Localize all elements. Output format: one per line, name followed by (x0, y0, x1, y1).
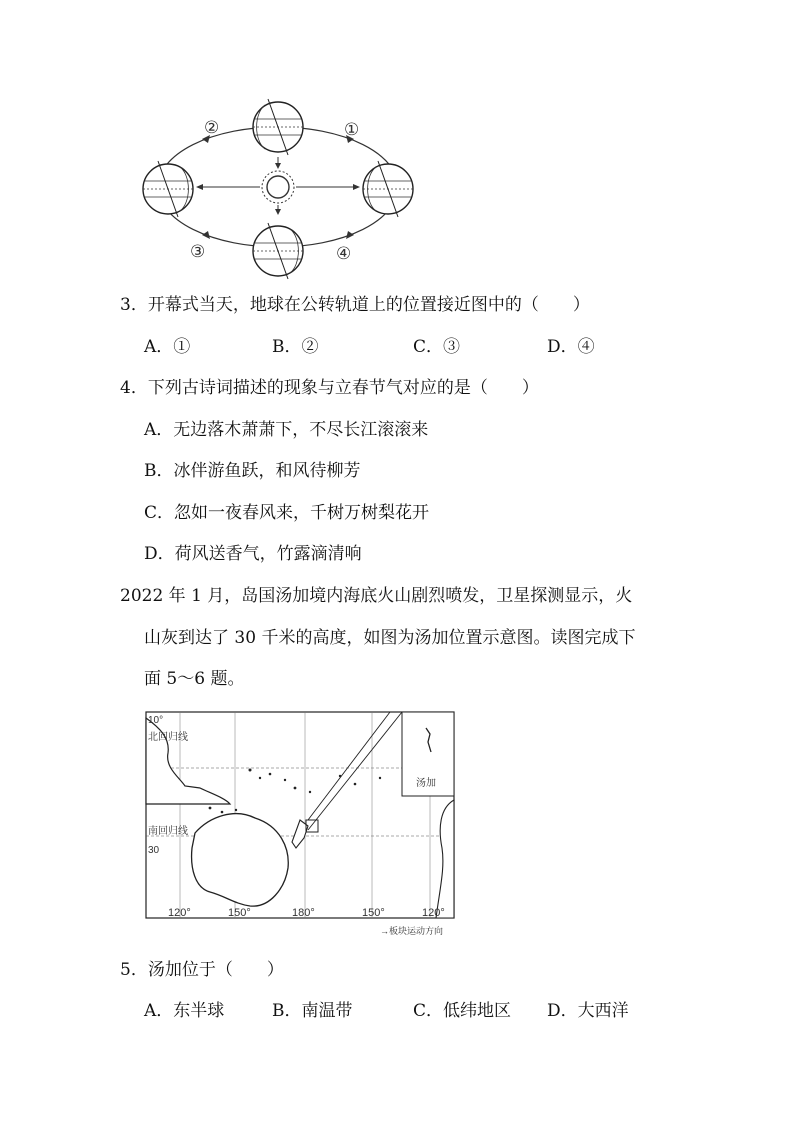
passage-line-3: 面 5～6 题。 (144, 669, 245, 689)
q4-option-d[interactable]: D．荷风送香气，竹露滴清响 (144, 544, 362, 564)
q3-option-a[interactable]: A．① (144, 337, 191, 357)
map-legend: →板块运动方向 (380, 926, 444, 936)
passage-line-2: 山灰到达了 30 千米的高度，如图为汤加位置示意图。读图完成下 (144, 628, 636, 648)
lon-label-3: 180° (292, 907, 315, 919)
lat-label-bottom: 30 (148, 845, 160, 856)
tropic-north-label: 北回归线 (148, 732, 188, 743)
q5-option-a[interactable]: A．东半球 (144, 1001, 225, 1021)
lon-label-1: 120° (168, 907, 191, 919)
q5-stem: 5．汤加位于（ ） (120, 960, 284, 980)
q4-stem: 4．下列古诗词描述的现象与立春节气对应的是（ ） (120, 378, 539, 398)
q3-stem: 3．开幕式当天，地球在公转轨道上的位置接近图中的（ ） (120, 295, 590, 315)
tonga-label: 汤加 (416, 778, 436, 789)
earth-globe-bottom (253, 223, 303, 279)
earth-globe-right (363, 161, 413, 217)
q3-option-b[interactable]: B．② (272, 337, 319, 357)
orbit-arrow-icon (346, 231, 354, 239)
passage-line-1: 2022 年 1 月，岛国汤加境内海底火山剧烈喷发，卫星探测显示，火 (120, 586, 633, 606)
tonga-location-map (140, 708, 470, 938)
q4-option-c[interactable]: C．忽如一夜春风来，千树万树梨花开 (144, 503, 430, 523)
q4-option-a[interactable]: A．无边落木萧萧下，不尽长江滚滚来 (144, 420, 429, 440)
q5-option-c[interactable]: C．低纬地区 (413, 1001, 512, 1021)
position-label-4: ④ (336, 244, 352, 263)
lon-label-5: 120° (422, 907, 445, 919)
position-label-3: ③ (190, 242, 206, 261)
position-label-1: ① (344, 120, 360, 139)
lon-label-2: 150° (228, 907, 251, 919)
q5-option-d[interactable]: D．大西洋 (547, 1001, 629, 1021)
earth-globe-left (143, 161, 193, 217)
tropic-south-label: 南回归线 (148, 826, 188, 837)
position-label-2: ② (204, 118, 220, 137)
sun-icon (262, 171, 294, 203)
lon-label-4: 150° (362, 907, 385, 919)
q3-option-d[interactable]: D．④ (547, 337, 595, 357)
q4-option-b[interactable]: B．冰伴游鱼跃，和风待柳芳 (144, 461, 361, 481)
earth-globe-top (253, 99, 303, 155)
lat-label-top: 10° (148, 715, 164, 726)
q3-option-c[interactable]: C．③ (413, 337, 461, 357)
orbit-arrow-icon (202, 231, 210, 239)
earth-orbit-diagram (130, 95, 430, 285)
q5-option-b[interactable]: B．南温带 (272, 1001, 353, 1021)
